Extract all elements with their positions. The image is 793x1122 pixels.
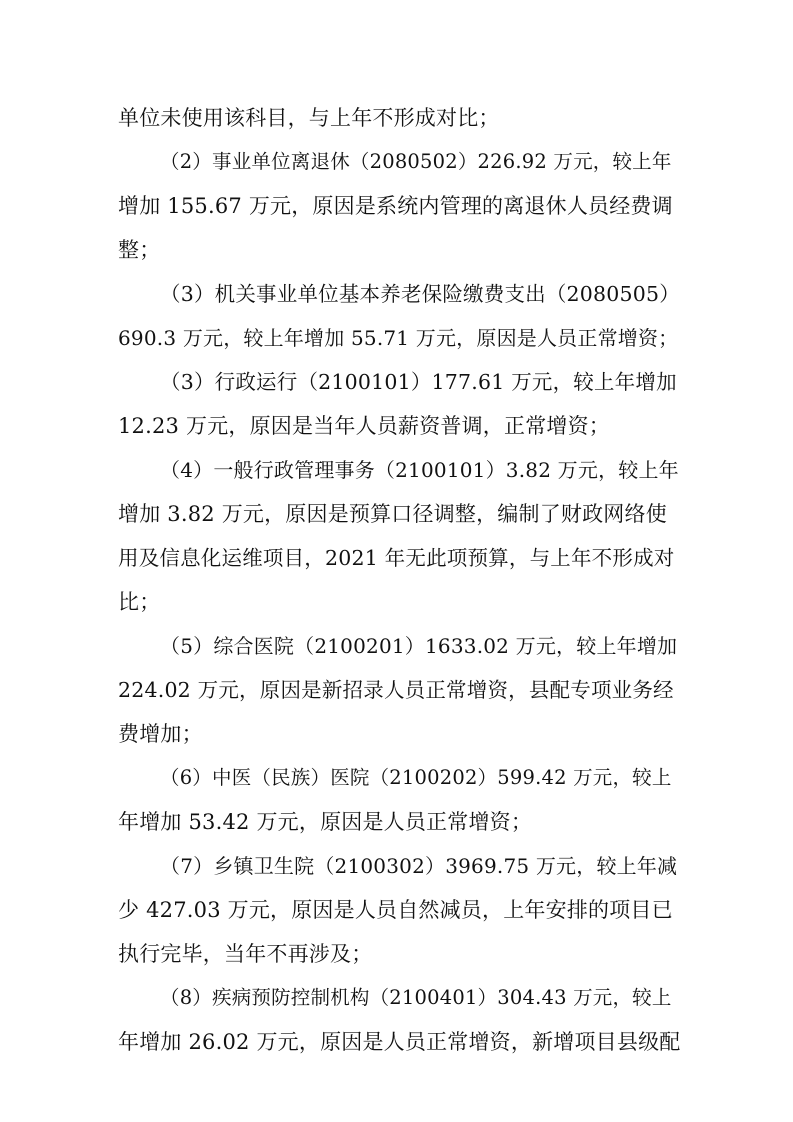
- text-line: 单位未使用该科目，与上年不形成对比；: [118, 106, 500, 130]
- text-line: 年增加 26.02 万元，原因是人员正常增资，新增项目县级配: [118, 1030, 681, 1054]
- text-line: （3）行政运行（2100101）177.61 万元，较上年增加: [160, 370, 677, 394]
- text-line: （8）疾病预防控制机构（2100401）304.43 万元，较上: [160, 986, 672, 1009]
- text-line: 增加 3.82 万元，原因是预算口径调整，编制了财政网络使: [118, 502, 667, 526]
- text-line: （3）机关事业单位基本养老保险缴费支出（2080505）: [160, 282, 680, 306]
- text-line: 费增加；: [118, 722, 203, 746]
- text-line: （6）中医（民族）医院（2100202）599.42 万元，较上: [160, 766, 672, 789]
- text-line: 12.23 万元，原因是当年人员薪资普调，正常增资；: [118, 414, 610, 438]
- text-line: 执行完毕，当年不再涉及；: [118, 942, 373, 966]
- text-line: 用及信息化运维项目，2021 年无此项预算，与上年不形成对: [118, 546, 675, 570]
- text-line: 年增加 53.42 万元，原因是人员正常增资；: [118, 810, 533, 834]
- text-line: （2）事业单位离退休（2080502）226.92 万元，较上年: [160, 150, 672, 173]
- text-line: 少 427.03 万元，原因是人员自然减员，上年安排的项目已: [118, 898, 673, 922]
- text-line: 224.02 万元，原因是新招录人员正常增资，县配专项业务经: [118, 678, 674, 702]
- text-line: 690.3 万元，较上年增加 55.71 万元，原因是人员正常增资；: [118, 326, 679, 350]
- text-line: 比；: [118, 590, 161, 614]
- text-line: （4）一般行政管理事务（2100101）3.82 万元，较上年: [160, 458, 679, 482]
- text-line: 增加 155.67 万元，原因是系统内管理的离退休人员经费调: [118, 194, 673, 218]
- text-line: （5）综合医院（2100201）1633.02 万元，较上年增加: [160, 634, 678, 658]
- text-line: 整；: [118, 238, 161, 262]
- text-line: （7）乡镇卫生院（2100302）3969.75 万元，较上年减: [160, 854, 678, 878]
